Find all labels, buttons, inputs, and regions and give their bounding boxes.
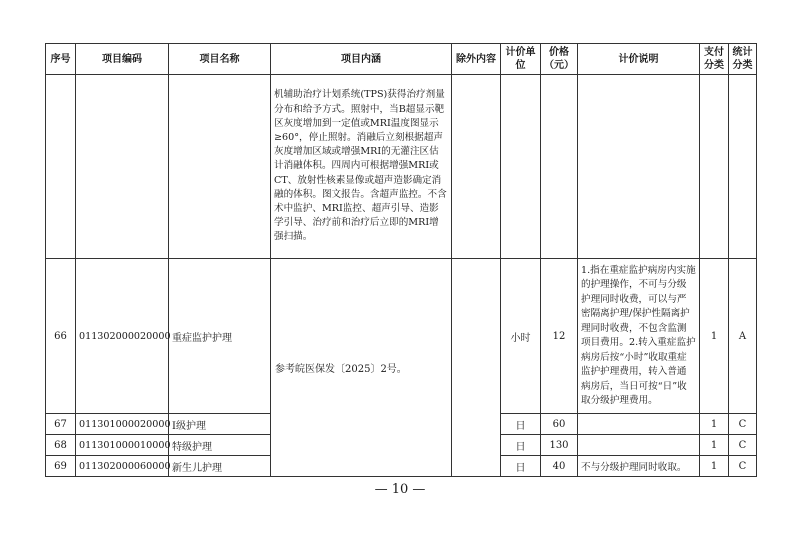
cell-note: 不与分级护理同时收取。 xyxy=(578,456,700,477)
cell-stat xyxy=(729,75,757,259)
cell-name: Ⅰ级护理 xyxy=(169,414,271,435)
cell-seq: 67 xyxy=(46,414,76,435)
cell-unit: 小时 xyxy=(501,259,541,414)
cell-price xyxy=(541,75,578,259)
cell-stat: C xyxy=(729,414,757,435)
cell-unit: 日 xyxy=(501,456,541,477)
table-header-row xyxy=(46,44,757,75)
header-code: 项目编码 xyxy=(76,44,169,75)
cell-seq: 68 xyxy=(46,435,76,456)
cell-name: 新生儿护理 xyxy=(169,456,271,477)
cell-name: 特级护理 xyxy=(169,435,271,456)
header-unit: 计价单位 xyxy=(501,44,541,75)
header-content: 项目内涵 xyxy=(271,44,452,75)
cell-payment: 1 xyxy=(700,259,729,414)
header-name: 项目名称 xyxy=(169,44,271,75)
cell-stat: C xyxy=(729,456,757,477)
header-exclusion: 除外内容 xyxy=(452,44,501,75)
cell-price: 60 xyxy=(541,414,578,435)
page-number: — 10 — xyxy=(374,482,426,497)
cell-stat: C xyxy=(729,435,757,456)
cell-note xyxy=(578,435,700,456)
cell-note xyxy=(578,414,700,435)
cell-name: 重症监护护理 xyxy=(169,259,271,414)
cell-exclusion xyxy=(452,75,501,259)
cell-name xyxy=(169,75,271,259)
cell-note: 1.指在重症监护病房内实施的护理操作，不可与分级护理同时收费，可以与严密隔离护理/保护性隔离护理同时收费，不包含监测项目费用。2.转入重症监护病房后按“小时”收取重症监护护理费用，转入普通病房后，当日可按“日”收取分级护理费用。 xyxy=(578,259,700,414)
cell-content-shared: 参考皖医保发〔2025〕2号。 xyxy=(271,259,452,477)
cell-exclusion xyxy=(452,259,501,477)
cell-code xyxy=(76,75,169,259)
cell-seq xyxy=(46,75,76,259)
cell-price: 130 xyxy=(541,435,578,456)
cell-seq: 69 xyxy=(46,456,76,477)
cell-code: 011302000060000 xyxy=(76,456,169,477)
price-table xyxy=(45,43,757,477)
cell-code: 011302000020000 xyxy=(76,259,169,414)
header-payment: 支付分类 xyxy=(700,44,729,75)
cell-code: 011301000010000 xyxy=(76,435,169,456)
cell-note xyxy=(578,75,700,259)
table-row xyxy=(46,259,757,414)
cell-unit: 日 xyxy=(501,414,541,435)
cell-seq: 66 xyxy=(46,259,76,414)
cell-payment xyxy=(700,75,729,259)
header-stat: 统计分类 xyxy=(729,44,757,75)
cell-price: 40 xyxy=(541,456,578,477)
cell-code: 011301000020000 xyxy=(76,414,169,435)
cell-price: 12 xyxy=(541,259,578,414)
header-note: 计价说明 xyxy=(578,44,700,75)
header-price: 价格（元） xyxy=(541,44,578,75)
cell-payment: 1 xyxy=(700,456,729,477)
cell-unit: 日 xyxy=(501,435,541,456)
header-seq: 序号 xyxy=(46,44,76,75)
cell-payment: 1 xyxy=(700,414,729,435)
table-row-continued xyxy=(46,75,757,259)
cell-payment: 1 xyxy=(700,435,729,456)
cell-unit xyxy=(501,75,541,259)
cell-stat: A xyxy=(729,259,757,414)
cell-content-continued: 机辅助治疗计划系统(TPS)获得治疗剂量分布和给予方式。照射中，当B超显示靶区灰度增加到一定值或MRI温度图显示≥60°，停止照射。消融后立刻根据超声灰度增加区域或增强MRI的无灌注区估计消融体积。四周内可根据增强MRI或CT、放射性核素显像或超声造影确定消融的体积。图文报告。含超声监控。不含术中监护、MRI监控、超声引导、造影学引导、治疗前和治疗后立即的MRI增强扫描。 xyxy=(271,75,452,259)
